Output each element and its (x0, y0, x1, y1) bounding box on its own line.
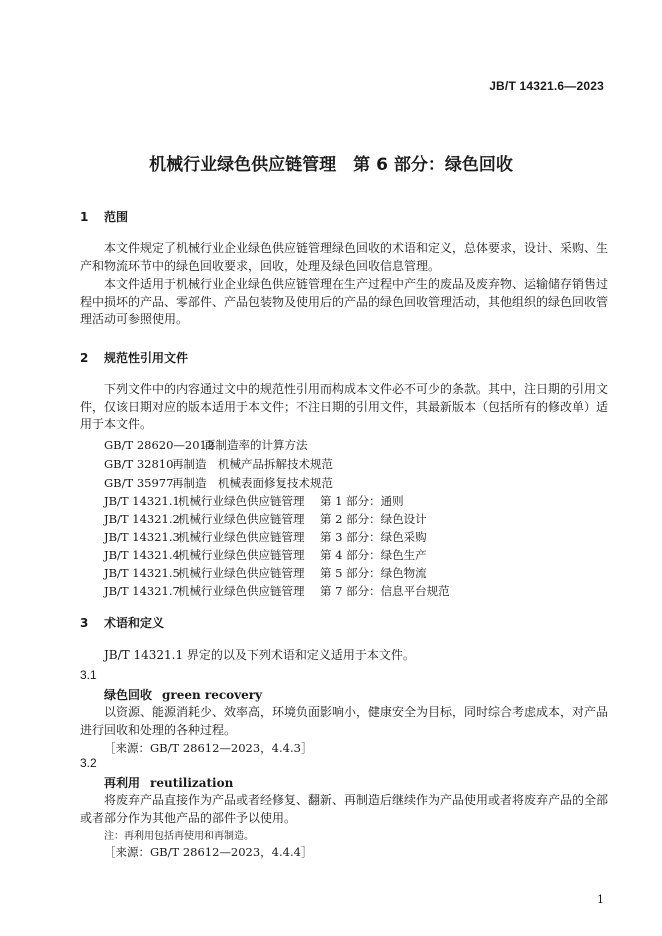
page-number: 1 (597, 893, 604, 906)
reference-title: 机械行业绿色供应链管理 (178, 494, 305, 508)
reference-part: 第 4 部分：绿色生产 (320, 548, 427, 562)
reference-code: JB/T 14321.2 (104, 512, 180, 526)
reference-code: JB/T 14321.5 (104, 566, 180, 580)
reference-title: 再制造 机械产品拆解技术规范 (172, 457, 333, 471)
section-number: 3 (80, 616, 89, 630)
term-name-cn: 再利用 (104, 776, 141, 790)
reference-part: 第 7 部分：信息平台规范 (320, 584, 450, 598)
reference-part: 第 5 部分：绿色物流 (320, 566, 427, 580)
reference-part: 第 1 部分：通则 (320, 494, 404, 508)
term-name-cn: 绿色回收 (104, 688, 153, 702)
reference-title: 机械行业绿色供应链管理 (178, 530, 305, 544)
reference-code: JB/T 14321.3 (104, 530, 180, 544)
term-note: 注：再利用包括再使用和再制造。 (104, 831, 254, 842)
reference-code: GB/T 35977 (104, 476, 174, 490)
section-number: 2 (80, 351, 89, 365)
scope-paragraph-2: 本文件适用于机械行业企业绿色供应链管理在生产过程中产生的废品及废弃物、运输储存销售过程中损坏的产品、零部件、产品包装物及使用后的产品的绿色回收管理活动，其他组织的绿色回收管理活动可参照使用。 (80, 277, 609, 326)
section-title: 范围 (104, 210, 129, 224)
reference-title: 机械行业绿色供应链管理 (178, 566, 305, 580)
reference-item (104, 437, 308, 453)
reference-title: 再制造 机械表面修复技术规范 (172, 476, 333, 490)
section-title: 术语和定义 (104, 616, 165, 630)
section-number: 1 (80, 210, 89, 224)
document-title: 机械行业绿色供应链管理 第 6 部分：绿色回收 (149, 155, 513, 175)
term-number: 3.2 (80, 756, 97, 770)
section-1-heading (80, 208, 128, 225)
reference-title: 机械行业绿色供应链管理 (178, 548, 305, 562)
scope-paragraph-1: 本文件规定了机械行业企业绿色供应链管理绿色回收的术语和定义，总体要求，设计、采购、生产和物流环节中的绿色回收要求，回收，处理及绿色回收信息管理。 (80, 241, 609, 273)
term-name (104, 774, 233, 791)
term-name (104, 686, 262, 703)
reference-item (104, 529, 427, 545)
document-code: JB/T 14321.6—2023 (489, 79, 604, 93)
reference-part: 第 2 部分：绿色设计 (320, 512, 427, 526)
reference-item (104, 456, 333, 472)
reference-code: GB/T 28620—2012 (104, 438, 215, 452)
section-3-heading (80, 614, 164, 631)
reference-code: JB/T 14321.4 (104, 548, 180, 562)
reference-title: 再制造率的计算方法 (204, 438, 308, 452)
terms-intro: JB/T 14321.1 界定的以及下列术语和定义适用于本文件。 (104, 648, 415, 662)
section-title: 规范性引用文件 (104, 351, 189, 365)
term-source: ［来源：GB/T 28612—2023，4.4.4］ (104, 845, 313, 859)
term-definition: 将废弃产品直接作为产品或者经修复、翻新、再制造后继续作为产品使用或者将废弃产品的全部或者部分作为其他产品的部件予以使用。 (80, 793, 609, 825)
reference-item (104, 565, 427, 581)
term-source: ［来源：GB/T 28612—2023，4.4.3］ (104, 741, 313, 755)
reference-code: JB/T 14321.1 (104, 494, 180, 508)
section-2-heading (80, 349, 188, 366)
reference-item (104, 493, 404, 509)
reference-title: 机械行业绿色供应链管理 (178, 512, 305, 526)
reference-item (104, 475, 333, 491)
reference-item (104, 583, 450, 599)
reference-code: GB/T 32810 (104, 457, 174, 471)
term-number: 3.1 (80, 668, 97, 682)
term-definition: 以资源、能源消耗少、效率高，环境负面影响小，健康安全为目标，同时综合考虑成本，对产品进行回收和处理的各种过程。 (80, 705, 609, 737)
reference-code: JB/T 14321.7 (104, 584, 180, 598)
reference-title: 机械行业绿色供应链管理 (178, 584, 305, 598)
term-name-en: green recovery (162, 688, 263, 702)
reference-item (104, 547, 427, 563)
reference-part: 第 3 部分：绿色采购 (320, 530, 427, 544)
term-name-en: reutilization (150, 776, 234, 790)
reference-item (104, 511, 427, 527)
references-intro: 下列文件中的内容通过文中的规范性引用而构成本文件必不可少的条款。其中，注日期的引用文件，仅该日期对应的版本适用于本文件；不注日期的引用文件，其最新版本（包括所有的修改单）适用于本文件。 (80, 382, 609, 431)
